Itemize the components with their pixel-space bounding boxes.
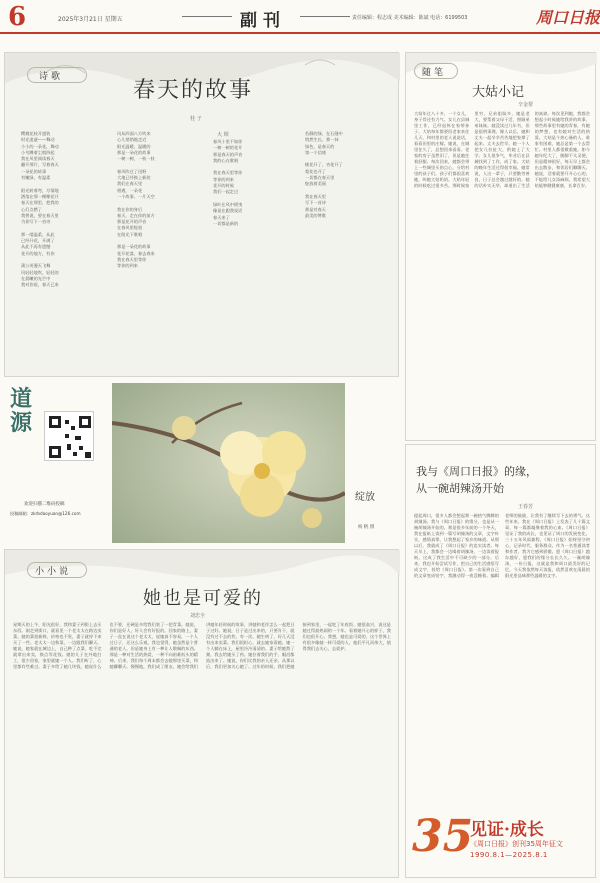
newspaper-logo: 周口日报 <box>536 8 600 27</box>
anniversary-number: 35 <box>412 811 474 862</box>
anniversary-essay-author: 王春芳 <box>518 504 534 510</box>
editor-credits: 责任编辑：程志成 美术编辑：陈斌 电话：6199503 <box>352 15 468 21</box>
story-tag: 小小说 <box>35 567 72 577</box>
poem-column-3: 春风十里不如你 一树一树的花开 那是春天的声音 我的心在歌唱 我在春天里等你 等你的到来 花开的时候 我们一起走过 绿叶在风中摇曳 像是在跟我说话 春天来了 一切都是新的 <box>213 139 243 226</box>
section-title: 副刊 <box>240 11 286 31</box>
poem-column-2: 风从四面八方吹来 心儿悄悄地走近 阳光温暖，温暖的 那是一朵花的故事 一树一树，一枝一枝 春风吹过了田野 大地已经换上新装 我们在春天里 相遇，一朵花 一个故事，一片天空 我在你的身后 春天，走在你的前方 那是花开的声音 在春风里绽放 在阳光下歌唱 那是一朵花的故事 花开花落，春去春来 我在春天里等你 等你的到来 <box>117 131 155 269</box>
anniversary-essay-title-line2: 从一碗胡辣汤开始 <box>416 482 504 495</box>
anniversary-years: 1990.8.1—2025.8.1 <box>470 851 548 859</box>
essay-author: 辛金帮 <box>518 102 534 108</box>
essay-body: 大姑年过八十多，一个女儿，身子骨还有力气。女儿在县城里工作，已经退休在家带孙子。大姑每年都要回老家来住几天，和村里的老人说说话，看看田里的庄稼。她说，在城里住久了，总想回来看看。老家的房子虽然旧了，但是她住着舒服。每次回来，她都会带上一些城里买的点心，分给村里的孩子们。孩子们都很喜欢她，叫她大姑奶奶。大姑年轻的时候吃过很多苦。那时候家里穷，兄弟姐妹多，她是老大，要帮着父母干活，照顾弟弟妹妹。她没读过几年书，但是很明事理。嫁人以后，她和丈夫一起辛辛苦苦地把家撑了起来。丈夫去世早，她一个人把女儿拉扯大，供她上了大学。女儿很争气，毕业后在县城找到了工作，成了家。大姑的晚年生活过得很幸福。她常说，人这一辈子，只要勤劳善良，日子总会越过越好的。她的话朴实无华，却道出了生活的真谛。每次见到她，我都会想起小时候她给我讲的故事，那些故事里有她的青春，有她的梦想，也有她对生活的热爱。大姑是个热心肠的人，谁家有困难，她总是第一个去帮忙。村里人都很敬重她。如今她年纪大了，腿脚不太灵便，但是精神很好，每天早上都会出去散步，和邻居们聊聊天。她说，活着就要开开心心的，不能给儿女添麻烦。我希望大姑能够健健康康，长命百岁。 <box>414 111 590 188</box>
page-number: 6 <box>8 2 27 32</box>
poetry-tag: 诗歌 <box>39 72 64 82</box>
qr-caption: 欢迎扫描二维码投稿 <box>24 502 65 507</box>
poetry-section <box>4 52 399 377</box>
essay-tag: 随笔 <box>422 68 447 78</box>
daoyuan-column <box>4 383 108 543</box>
qr-code-pattern <box>49 416 91 458</box>
story-author: 刘忠全 <box>190 613 206 619</box>
photo-caption: 绽放 <box>355 492 375 503</box>
anniversary-essay-body: 提起周口，很多人都会想起那一碗热气腾腾的胡辣汤。我与《周口日报》的缘分，也是从一碗胡辣汤开始的。那是很多年前的一个冬天，我在报纸上读到一篇写胡辣汤的文章，文字朴实，感情真挚，让我想起了家乡的味道。从那以后，我就成了《周口日报》的忠实读者。每天早上，我都会一边喝着胡辣汤，一边读着报纸，这成了我生活中不可缺少的一部分。后来，我也开始尝试写作，把自己的生活感悟写成文字，投给《周口日报》。第一次看到自己的文章变成铅字，我激动得一夜没睡着。编辑老师的鼓励，让我有了继续写下去的勇气。这些年来，我在《周口日报》上发表了几十篇文章，每一篇都凝聚着我的心血。《周口日报》见证了我的成长，也见证了周口的发展变化。三十五年风雨兼程，《周口日报》始终坚守初心，记录时代，服务群众。作为一名普通读者和作者，我为它感到骄傲。愿《周口日报》越办越好，愿我们的缘分长长久久。一碗胡辣汤，一份日报，这就是我和周口最美好的记忆。今天我依然每天读报，依然喜欢在清晨的阳光里品味那些温暖的文字。 <box>414 513 590 578</box>
poem-column-4: 苔藓的绿，在石缝中 悄然生长，那一抹 绿色，是春天的 第一个信使 桃花开了，杏花开了 梨花也开了 一切都在春天里 绽放着美丽 我在春天里 写下一首诗 那是对春天 最美的赞歌 <box>305 131 343 218</box>
section-rule-left <box>182 16 232 17</box>
essay-title: 大姑小记 <box>472 85 525 100</box>
anniversary-banner <box>412 811 590 873</box>
poetry-title: 春天的故事 <box>133 78 254 103</box>
anniversary-subtitle: 《周口日报》创刊35周年征文 <box>470 840 563 848</box>
poem-column-1: 樱桃花枝开盛装 时光追逐——舞动 小小的一朵花，舞动 小鸟蹲着尘烟四起 我在风里阅读春天 翻开那片，写着春天 一朵花的故事 有嫩绿，有温柔 阳光转着弯，尽情地 洒落在那一棵棵花开 春天在那里，把我的 心灯点燃了 我曾说，要在春天里 为你写下一首诗 那一缕温柔，从此 已经开花，开满了 从此不再有遗憾 花开的地方，有你 蒲公英漫天飞舞 风轻轻地吹，轻轻的 在晨曦的光芒中 我对你说，春天已来 <box>21 131 59 288</box>
flower-photo-image <box>112 383 345 543</box>
daoyuan-title: 道源 <box>10 386 33 436</box>
anniversary-essay-section <box>405 444 596 878</box>
submission-email: 投稿邮箱：zkrbdaoyuan@126.com <box>10 511 81 516</box>
story-body: 星期天的上午，阳光很好，我和妻子到街上去买东西。刚走到街口，就看见一个老太太在路边卖菜。她的菜很新鲜，价格也不贵，妻子就停下来买了一些。老太太一边称菜，一边跟我们聊天。她说，她家就在城边上，自己种了点菜，吃不完就拿出来卖，换点零花钱。她的儿子在外地打工，很少回家，家里就她一个人。我们听了，心里都有些难过。妻子多给了她几块钱，她说什么也不要，还硬是多给我们装了一把青菜。她说，你们是好人，好人会有好报的。回家的路上，妻子一直在说这个老太太，说她真不容易，一个人过日子，还这么乐观。我也觉得，她虽然是个普通的老人，但是她身上有一种让人敬佩的东西。那是一种对生活的热爱，一种不向困难低头的精神。后来，我们每个周末都会去她那里买菜，和她聊聊天。慢慢地，我们成了朋友。她会给我们讲她年轻时候的故事，讲她和老伴怎么一起把日子过好。她说，日子是过出来的，只要肯干，就没有过不去的坎。有一次，她生病了，好几天没有出来卖菜。我们很担心，就去她家看她。她一个人躺在床上，屋里冷冷清清的。妻子给她熬了粥，我去给她买了药。她拉着我们的手，眼泪都流出来了。她说，你们比我的亲人还亲。从那以后，我们更加关心她了。过年的时候，我们把她接到家里，一起吃了年夜饭。她很高兴，说这是她过得最热闹的一个年。看着她开心的样子，我们也很开心。我想，她也是可爱的，这个世界上有很多像她一样可爱的人，他们平凡而伟大，值得我们去关心，去爱护。 <box>13 622 391 669</box>
issue-date: 2025年3月21日 星期五 <box>58 16 123 23</box>
anniversary-essay-title-line1: 我与《周口日报》的缘， <box>416 465 537 478</box>
essay-section <box>405 52 596 441</box>
poem-3-title: 大 坝 <box>217 132 229 138</box>
short-story-section <box>4 549 399 878</box>
poetry-author: 桂 子 <box>190 116 202 122</box>
qr-code <box>44 411 94 461</box>
story-title: 她也是可爱的 <box>143 588 263 609</box>
page-header <box>0 0 600 34</box>
flower-photo <box>112 383 345 543</box>
section-rule-right <box>300 16 350 17</box>
anniversary-slogan: 见证·成长 <box>470 820 544 840</box>
photo-credit: 杨 帆 摄 <box>358 525 375 530</box>
